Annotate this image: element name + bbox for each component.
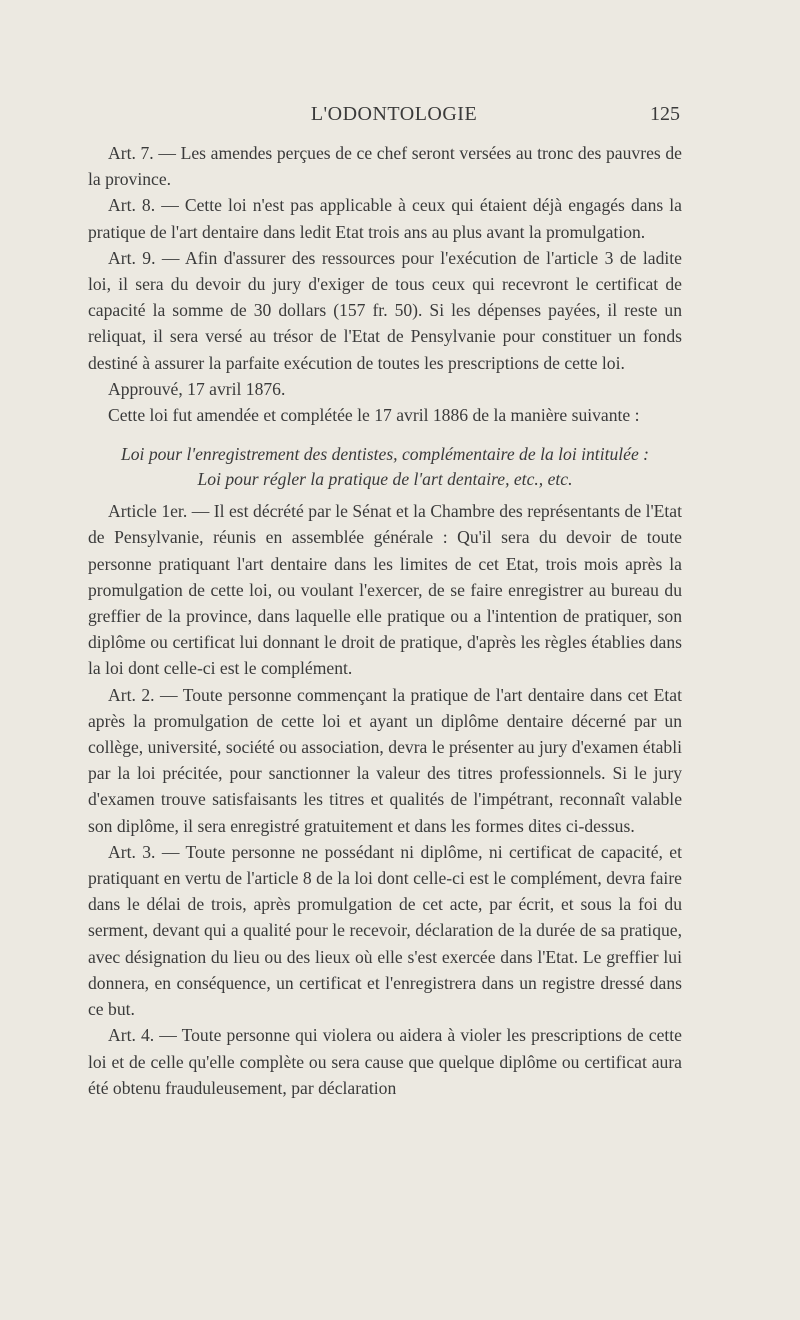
paragraph-art-9: Art. 9. — Afin d'assurer des ressources pour l'exécution de l'article 3 de ladite loi, il sera du devoir du jury d'exiger de tous ceux qui recevront le certificat de capacité la somme de 30 dollars (157 fr. 50). Si les dépenses payées, il reste un reliquat, il sera versé au trésor de l'Etat de Pensylvanie pour constituer un fonds destiné à assurer la parfaite exécution de toutes les prescriptions de cette loi. xyxy=(88,247,682,373)
paragraph-article-1: Article 1er. — Il est décrété par le Sénat et la Chambre des représentants de l'Etat de Pensylvanie, réunis en assemblée générale : Qu'il sera du devoir de toute personne pratiquant l'art dentaire dans les limites de cet Etat, trois mois après la promulgation de cette loi, ou voulant l'exercer, de se faire enregistrer au bureau du greffier de la province, dans laquelle elle pratique ou a l'intention de pratiquer, son diplôme ou certificat lui donnant le droit de pratique, d'après les règles établies dans la loi dont celle-ci est le complément. xyxy=(88,501,682,679)
body-text xyxy=(88,140,682,1101)
page-number: 125 xyxy=(650,103,680,125)
subheading-line-1: Loi pour l'enregistrement des dentistes, complémentaire de la loi intitulée : xyxy=(120,444,650,465)
paragraph-art-4: Art. 4. — Toute personne qui violera ou aidera à violer les prescriptions de cette loi et de celle qu'elle complète ou sera cause que quelque diplôme ou certificat aura été obtenu frauduleusement, par déclaration xyxy=(88,1025,682,1098)
running-title: L'ODONTOLOGIE xyxy=(310,103,478,125)
subheading-line-2: Loi pour régler la pratique de l'art dentaire, etc., etc. xyxy=(197,469,573,490)
paragraph-art-7: Art. 7. — Les amendes perçues de ce chef seront versées au tronc des pauvres de la province. xyxy=(88,143,682,190)
paragraph-amendment-intro: Cette loi fut amendée et complétée le 17 avril 1886 de la manière suivante : xyxy=(108,405,640,426)
paragraph-approval: Approuvé, 17 avril 1876. xyxy=(108,378,286,399)
law-subheading xyxy=(88,442,682,492)
paragraph-art-8: Art. 8. — Cette loi n'est pas applicable à ceux qui étaient déjà engagés dans la pratique de l'art dentaire dans ledit Etat trois ans au plus avant la promulgation. xyxy=(88,195,682,242)
page-header xyxy=(108,103,680,133)
paragraph-art-2: Art. 2. — Toute personne commençant la pratique de l'art dentaire dans cet Etat après la promulgation de cette loi et ayant un diplôme dentaire décerné par un collège, université, société ou association, devra le présenter au jury d'examen établi par la loi précitée, pour sanctionner la valeur des titres professionnels. Si le jury d'examen trouve satisfaisants les titres et qualités de l'impétrant, reconnaît valable son diplôme, il sera enregistré gratuitement et dans les formes dites ci-dessus. xyxy=(88,684,682,836)
paragraph-art-3: Art. 3. — Toute personne ne possédant ni diplôme, ni certificat de capacité, et pratiquant en vertu de l'article 8 de la loi dont celle-ci est le complément, devra faire dans le délai de trois, après promulgation de cet acte, par écrit, et sous la foi du serment, devant qui a qualité pour le recevoir, déclaration de la durée de sa pratique, avec désignation du lieu ou des lieux où elle s'est exercée dans l'Etat. Le greffier lui donnera, en conséquence, un certificat et l'enregistrera dans un registre dressé dans ce but. xyxy=(88,841,682,1020)
